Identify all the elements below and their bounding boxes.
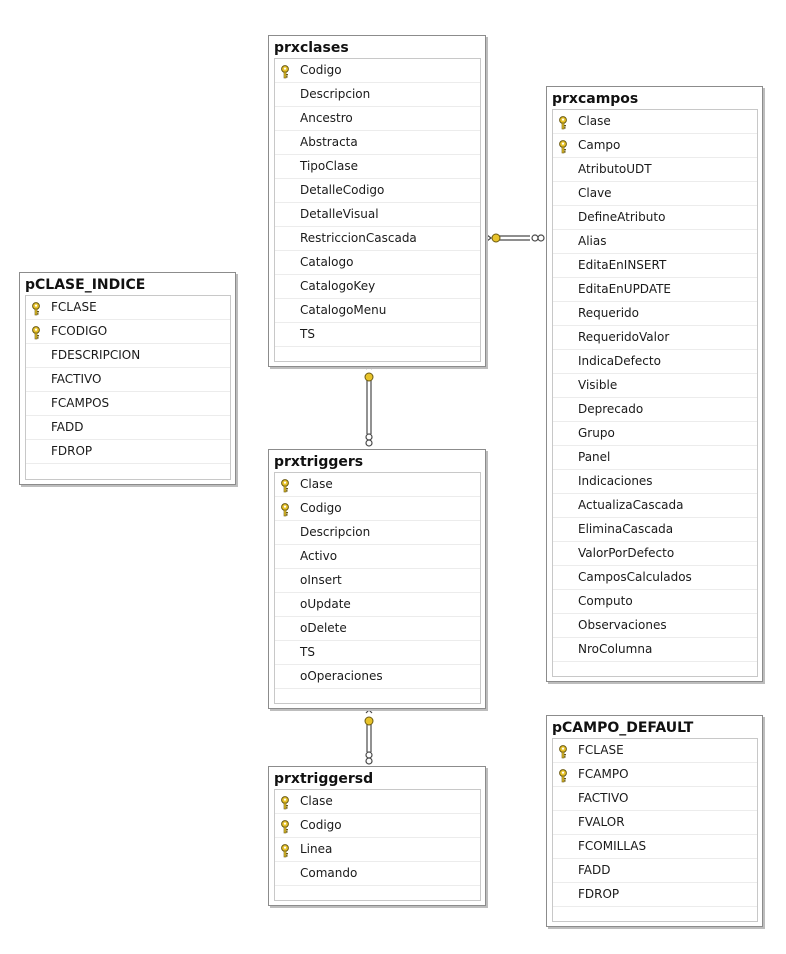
table-pclase-indice[interactable] [19,272,236,485]
column-name: RestriccionCascada [300,231,417,245]
column-row[interactable] [275,593,480,617]
column-row[interactable] [553,614,757,638]
column-row[interactable] [553,158,757,182]
column-name: FCAMPO [578,767,629,781]
column-row[interactable] [553,835,757,859]
column-row[interactable] [553,763,757,787]
key-icon [280,819,290,833]
column-row[interactable] [553,326,757,350]
column-row[interactable] [275,155,480,179]
key-icon [31,301,41,315]
column-name: EditaEnINSERT [578,258,667,272]
column-row[interactable] [553,470,757,494]
column-name: TS [300,327,315,341]
relationship-prxcampos-prxclases [487,234,544,242]
column-row[interactable] [275,521,480,545]
column-row[interactable] [275,862,480,886]
column-name: Clave [578,186,612,200]
table-prxclases[interactable] [268,35,486,367]
column-name: Grupo [578,426,615,440]
relationship-prxtriggersd-prxtriggers [365,710,373,764]
column-row[interactable] [553,542,757,566]
key-icon [280,478,290,492]
column-name: Observaciones [578,618,667,632]
column-row[interactable] [553,590,757,614]
column-row[interactable] [275,665,480,689]
column-name: RequeridoValor [578,330,670,344]
column-row[interactable] [553,254,757,278]
column-row[interactable] [275,473,480,497]
table-pcampo-default[interactable] [546,715,763,927]
column-name: Catalogo [300,255,354,269]
column-row[interactable] [275,569,480,593]
key-icon [280,64,290,78]
column-row[interactable] [553,638,757,662]
column-name: Linea [300,842,333,856]
column-row[interactable] [275,838,480,862]
column-name: ValorPorDefecto [578,546,675,560]
column-name: FDROP [51,444,93,458]
column-name: DefineAtributo [578,210,666,224]
column-name: Descripcion [300,525,371,539]
column-row[interactable] [275,790,480,814]
column-name: Codigo [300,501,342,515]
table-title[interactable]: prxcampos [547,87,762,109]
column-row[interactable] [275,545,480,569]
key-icon [31,325,41,339]
column-list [274,789,481,901]
column-name: FDROP [578,887,620,901]
column-name: Codigo [300,63,342,77]
table-prxcampos[interactable] [546,86,763,682]
column-row[interactable] [553,398,757,422]
column-name: FCOMILLAS [578,839,647,853]
column-row[interactable] [275,203,480,227]
column-name: Comando [300,866,358,880]
column-list [274,472,481,704]
column-row[interactable] [275,179,480,203]
infinity-connector-icon [532,235,544,241]
table-title[interactable]: prxtriggersd [269,767,485,789]
column-row[interactable] [275,814,480,838]
column-name: FCAMPOS [51,396,110,410]
key-icon [280,502,290,516]
column-name: oUpdate [300,597,351,611]
column-row[interactable] [26,296,230,320]
column-name: Campo [578,138,621,152]
column-row[interactable] [275,617,480,641]
column-name: Abstracta [300,135,358,149]
column-name: AtributoUDT [578,162,652,176]
infinity-connector-icon [366,752,372,764]
column-row[interactable] [553,350,757,374]
column-row[interactable] [553,278,757,302]
column-row[interactable] [553,206,757,230]
column-row[interactable] [553,182,757,206]
column-row[interactable] [275,641,480,665]
column-row[interactable] [553,787,757,811]
column-name: Visible [578,378,618,392]
key-connector-icon [365,366,373,381]
column-name: DetalleCodigo [300,183,385,197]
key-connector-icon [487,234,500,242]
column-row[interactable] [275,497,480,521]
column-list [25,295,231,480]
column-row[interactable] [26,440,230,464]
column-name: FADD [578,863,611,877]
column-name: IndicaDefecto [578,354,661,368]
column-row[interactable] [26,320,230,344]
column-row[interactable] [553,859,757,883]
column-name: Codigo [300,818,342,832]
table-prxtriggers[interactable] [268,449,486,709]
column-row[interactable] [275,275,480,299]
table-title[interactable]: prxclases [269,36,485,58]
column-row[interactable] [26,416,230,440]
column-name: Panel [578,450,611,464]
column-name: Requerido [578,306,640,320]
column-name: ActualizaCascada [578,498,684,512]
column-row[interactable] [553,446,757,470]
column-row[interactable] [275,131,480,155]
column-name: Clase [300,477,333,491]
column-row[interactable] [553,883,757,907]
column-row[interactable] [275,227,480,251]
key-icon [558,744,568,758]
column-name: Clase [578,114,611,128]
column-name: NroColumna [578,642,653,656]
column-name: oOperaciones [300,669,383,683]
table-title[interactable]: prxtriggers [269,450,485,472]
column-name: TipoClase [300,159,358,173]
column-name: Clase [300,794,333,808]
column-name: oDelete [300,621,347,635]
key-connector-icon [365,710,373,725]
column-row[interactable] [275,107,480,131]
column-name: Deprecado [578,402,644,416]
column-name: Ancestro [300,111,353,125]
column-name: CatalogoKey [300,279,376,293]
column-name: CatalogoMenu [300,303,387,317]
column-name: Indicaciones [578,474,653,488]
column-name: FADD [51,420,84,434]
column-row[interactable] [26,344,230,368]
table-title[interactable]: pCLASE_INDICE [20,273,235,295]
key-icon [280,843,290,857]
column-name: oInsert [300,573,342,587]
column-list [274,58,481,362]
column-name: FCLASE [578,743,624,757]
column-name: DetalleVisual [300,207,379,221]
column-name: FVALOR [578,815,625,829]
column-row[interactable] [553,811,757,835]
column-row[interactable] [553,494,757,518]
column-name: FACTIVO [51,372,102,386]
column-name: EditaEnUPDATE [578,282,672,296]
table-prxtriggersd[interactable] [268,766,486,906]
column-row[interactable] [553,739,757,763]
column-list [552,738,758,922]
key-icon [558,768,568,782]
column-row[interactable] [553,374,757,398]
column-name: FACTIVO [578,791,629,805]
column-name: CamposCalculados [578,570,692,584]
column-row[interactable] [26,392,230,416]
column-row[interactable] [553,230,757,254]
column-name: TS [300,645,315,659]
column-row[interactable] [553,566,757,590]
column-name: FCODIGO [51,324,108,338]
key-icon [558,139,568,153]
column-name: FDESCRIPCION [51,348,141,362]
column-name: FCLASE [51,300,97,314]
column-row[interactable] [553,110,757,134]
table-title[interactable]: pCAMPO_DEFAULT [547,716,762,738]
column-row[interactable] [275,251,480,275]
column-row[interactable] [553,518,757,542]
column-name: Activo [300,549,338,563]
key-icon [280,795,290,809]
column-name: EliminaCascada [578,522,674,536]
column-row[interactable] [553,302,757,326]
infinity-connector-icon [366,434,372,446]
relationship-prxtriggers-prxclases [365,366,373,446]
column-row[interactable] [275,323,480,347]
column-list [552,109,758,677]
column-name: Computo [578,594,633,608]
column-name: Descripcion [300,87,371,101]
column-row[interactable] [275,59,480,83]
column-row[interactable] [553,422,757,446]
key-icon [558,115,568,129]
column-row[interactable] [275,83,480,107]
column-name: Alias [578,234,607,248]
column-row[interactable] [275,299,480,323]
column-row[interactable] [553,134,757,158]
column-row[interactable] [26,368,230,392]
